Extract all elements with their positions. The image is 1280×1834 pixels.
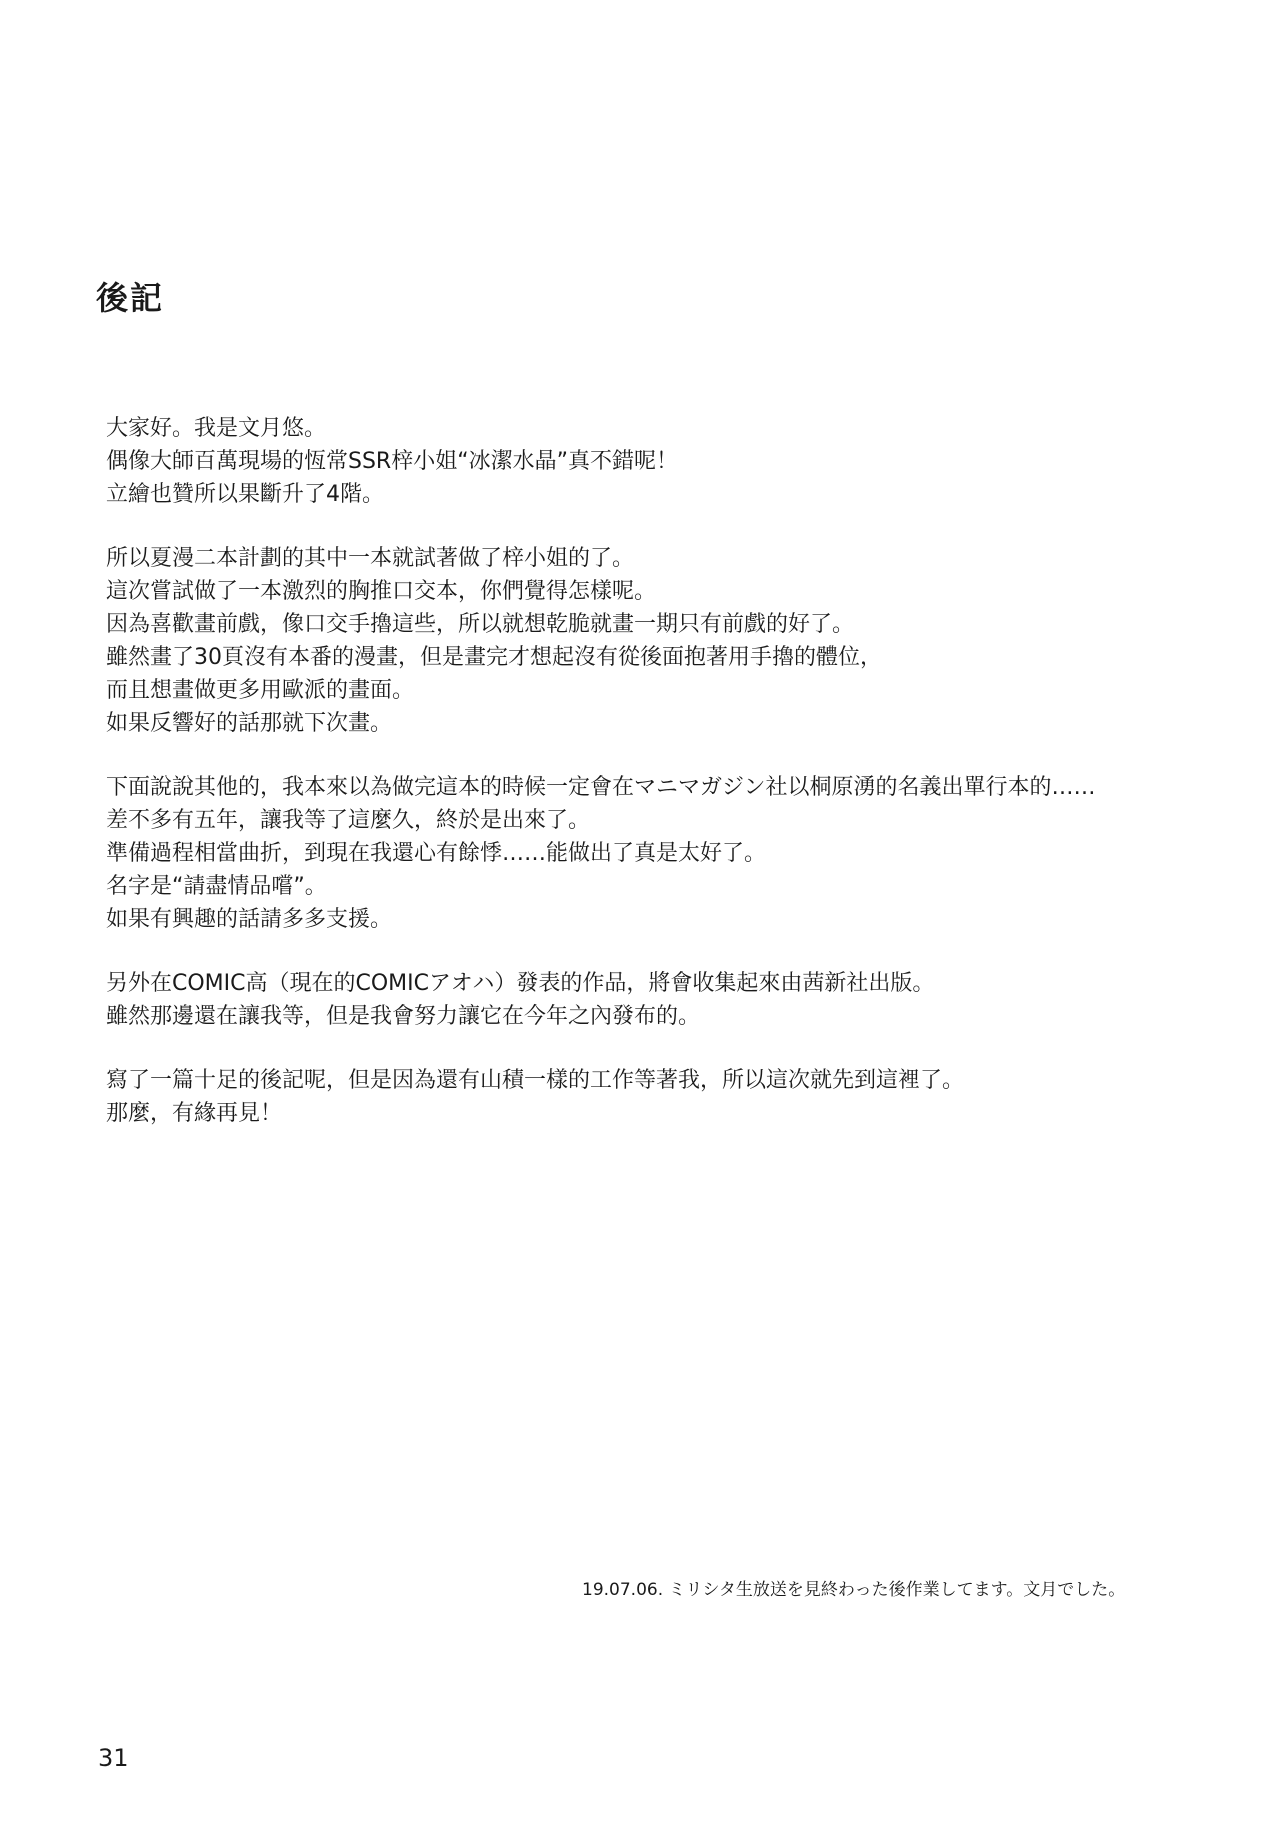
- text-line: 這次嘗試做了一本激烈的胸推口交本，你們覺得怎樣呢。: [106, 579, 657, 604]
- text-line: 所以夏漫二本計劃的其中一本就試著做了梓小姐的了。: [106, 546, 635, 571]
- text-line: 寫了一篇十足的後記呢，但是因為還有山積一樣的工作等著我，所以這次就先到這裡了。: [106, 1068, 965, 1093]
- text-line: 立繪也贊所以果斷升了4階。: [106, 482, 384, 507]
- text-line: 下面說說其他的，我本來以為做完這本的時候一定會在マニマガジン社以桐原湧的名義出單行本的……: [106, 775, 1096, 800]
- page-number: 31: [98, 1744, 129, 1772]
- paragraph-comic-works: [106, 967, 1236, 1033]
- text-line: 雖然畫了30頁沒有本番的漫畫，但是畫完才想起沒有從後面抱著用手擼的體位，: [106, 645, 882, 670]
- text-line: 另外在COMIC高（現在的COMICアオハ）發表的作品，將會收集起來由茜新社出版。: [106, 971, 935, 996]
- paragraph-greeting: [106, 412, 1236, 511]
- paragraph-summer-book: [106, 542, 1236, 740]
- text-line: 準備過程相當曲折，到現在我還心有餘悸……能做出了真是太好了。: [106, 841, 767, 866]
- text-line: 大家好。我是文月悠。: [106, 416, 327, 441]
- paragraph-closing: [106, 1064, 1236, 1130]
- afterword-body: [106, 412, 1236, 1161]
- footer-note: 19.07.06. ミリシタ生放送を見終わった後作業してます。文月でした。: [582, 1580, 1126, 1600]
- text-line: 雖然那邊還在讓我等，但是我會努力讓它在今年之內發布的。: [106, 1004, 701, 1029]
- text-line: 如果有興趣的話請多多支援。: [106, 907, 393, 932]
- text-line: 而且想畫做更多用歐派的畫面。: [106, 678, 415, 703]
- text-line: 如果反響好的話那就下次畫。: [106, 711, 393, 736]
- page-title: 後記: [96, 279, 165, 317]
- paragraph-tankoubon: [106, 771, 1236, 936]
- text-line: 名字是“請盡情品嚐”。: [106, 874, 327, 899]
- text-line: 差不多有五年，讓我等了這麼久，終於是出來了。: [106, 808, 591, 833]
- text-line: 因為喜歡畫前戲，像口交手擼這些，所以就想乾脆就畫一期只有前戲的好了。: [106, 612, 855, 637]
- text-line: 偶像大師百萬現場的恆常SSR梓小姐“冰潔水晶”真不錯呢！: [106, 449, 679, 474]
- text-line: 那麼，有緣再見！: [106, 1101, 283, 1126]
